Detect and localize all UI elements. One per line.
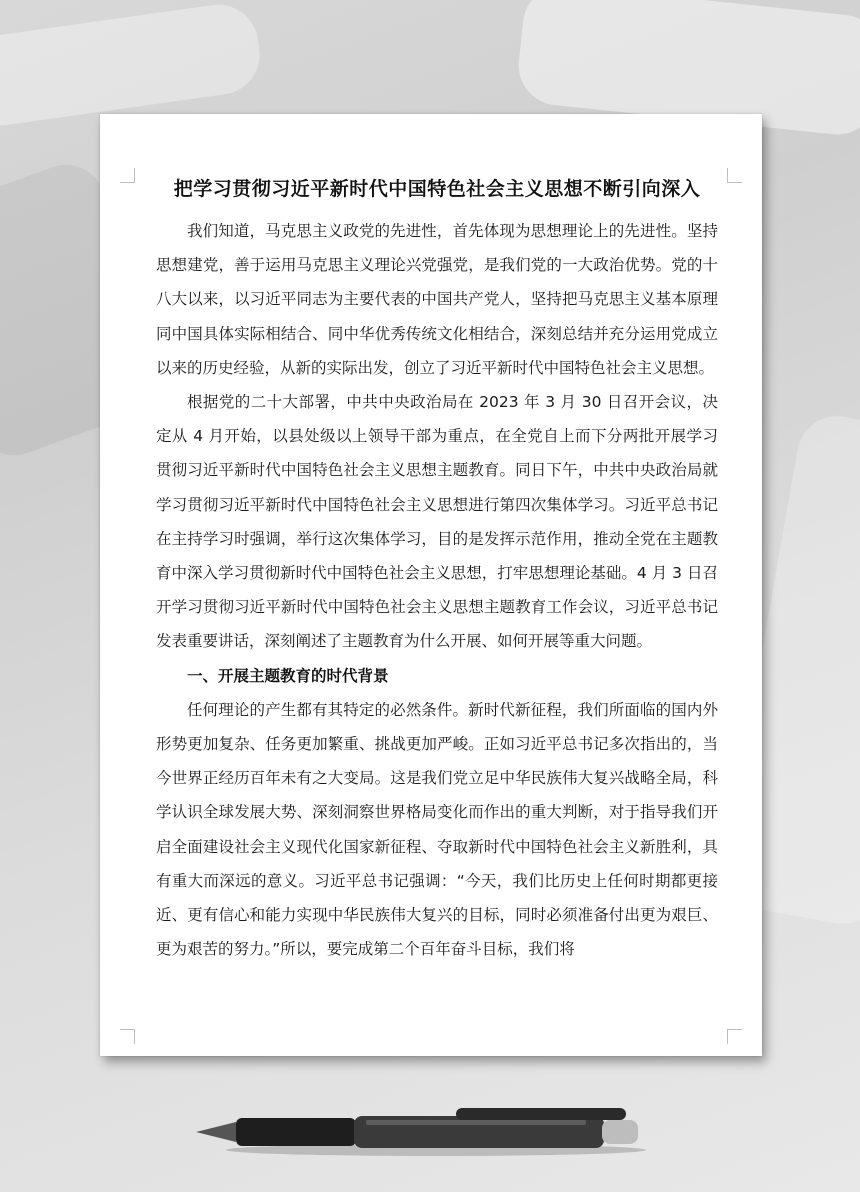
pen-tip (196, 1122, 236, 1142)
crop-mark-bottom-right (727, 1029, 742, 1044)
background-shape (0, 0, 265, 130)
pen-icon (196, 1100, 656, 1160)
paragraph-background: 任何理论的产生都有其特定的必然条件。新时代新征程，我们所面临的国内外形势更加复杂、任务更加繁重、挑战更加严峻。正如习近平总书记多次指出的，当今世界正经历百年未有之大变局。这是我们党立足中华民族伟大复兴战略全局，科学认识全球发展大势、深刻洞察世界格局变化而作出的重大判断，对于指导我们开启全面建设社会主义现代化国家新征程、夺取新时代中国特色社会主义新胜利，具有重大而深远的意义。习近平总书记强调：“今天，我们比历史上任何时期都更接近、更有信心和能力实现中华民族伟大复兴的目标，同时必须准备付出更为艰巨、更为艰苦的努力。”所以，要完成第二个百年奋斗目标，我们将 (156, 700, 718, 959)
pen-clip (456, 1108, 626, 1120)
crop-mark-bottom-left (120, 1029, 135, 1044)
pen-cap (602, 1120, 638, 1144)
paragraph-intro: 我们知道，马克思主义政党的先进性，首先体现为思想理论上的先进性。坚持思想建党，善于运用马克思主义理论兴党强党，是我们党的一大政治优势。党的十八大以来，以习近平同志为主要代表的中国共产党人，坚持把马克思主义基本原理同中国具体实际相结合、同中华优秀传统文化相结合，深刻总结并充分运用党成立以来的历史经验，从新的实际出发，创立了习近平新时代中国特色社会主义思想。 (156, 222, 718, 377)
document-title: 把学习贯彻习近平新时代中国特色社会主义思想不断引向深入 (173, 178, 701, 200)
paragraph-deployment: 根据党的二十大部署，中共中央政治局在 2023 年 3 月 30 日召开会议，决定从 4 月开始，以县处级以上领导干部为重点，在全党自上而下分两批开展学习贯彻习近平新时代中国特色社会主义思想主题教育。同日下午，中共中央政治局就学习贯彻习近平新时代中国特色社会主义思想进行第四次集体学习。习近平总书记在主持学习时强调，举行这次集体学习，目的是发挥示范作用，推动全党在主题教育中深入学习贯彻新时代中国特色社会主义思想，打牢思想理论基础。4 月 3 日召开学习贯彻习近平新时代中国特色社会主义思想主题教育工作会议，习近平总书记发表重要讲话，深刻阐述了主题教育为什么开展、如何开展等重大问题。 (156, 393, 718, 651)
document-page (100, 114, 762, 1056)
pen-highlight (366, 1120, 586, 1125)
section-heading: 一、开展主题教育的时代背景 (187, 666, 389, 685)
pen-grip (236, 1118, 356, 1146)
crop-mark-top-left (120, 168, 135, 183)
crop-mark-top-right (727, 168, 742, 183)
